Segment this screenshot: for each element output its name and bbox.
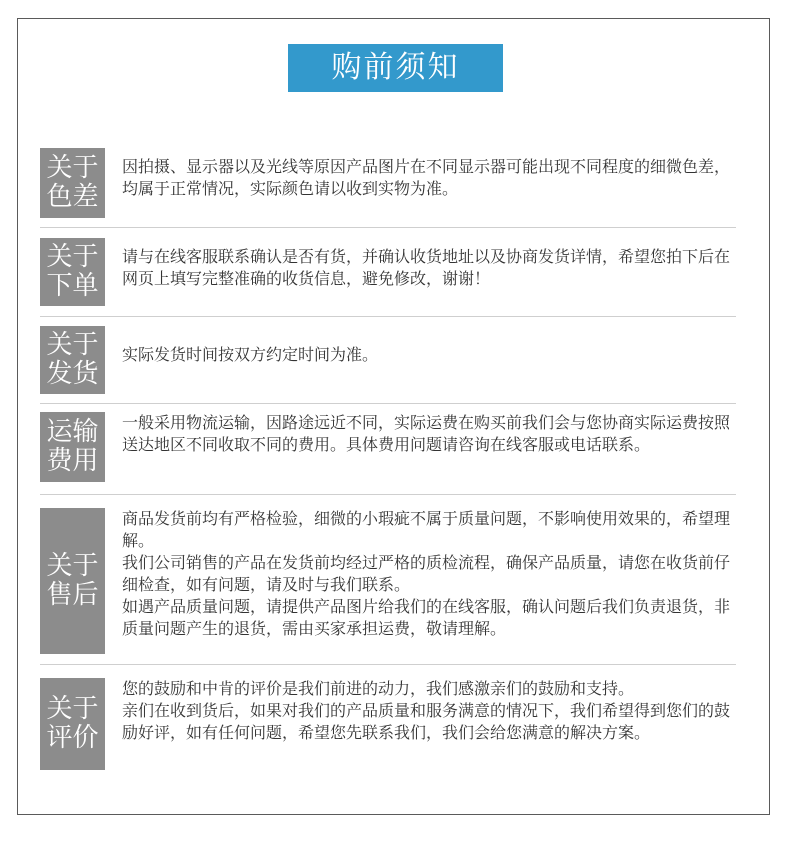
badge-line-1: 关于 <box>46 694 99 724</box>
section-badge <box>40 412 105 482</box>
section-text <box>122 344 736 366</box>
section-badge <box>40 508 105 654</box>
section-color-difference <box>40 148 736 220</box>
paragraph: 一般采用物流运输，因路途远近不同，实际运费在购买前我们会与您协商实际运费按照送达地区不同收取不同的费用。具体费用问题请咨询在线客服或电话联系。 <box>122 413 731 454</box>
section-divider <box>40 316 736 317</box>
paragraph: 因拍摄、显示器以及光线等原因产品图片在不同显示器可能出现不同程度的细微色差，均属于正常情况，实际颜色请以收到实物为准。 <box>122 157 731 198</box>
paragraph: 请与在线客服联系确认是否有货，并确认收货地址以及协商发货详情，希望您拍下后在网页上填写完整准确的收货信息，避免修改，谢谢！ <box>122 247 731 288</box>
paragraph: 我们公司销售的产品在发货前均经过严格的质检流程，确保产品质量，请您在收货前仔细检查，如有问题，请及时与我们联系。 <box>122 553 731 594</box>
badge-line-1: 运输 <box>46 417 99 447</box>
section-divider <box>40 494 736 495</box>
paragraph: 商品发货前均有严格检验，细微的小瑕疵不属于质量问题，不影响使用效果的，希望理解。 <box>122 509 731 550</box>
section-shipping <box>40 326 736 396</box>
section-badge <box>40 678 105 770</box>
badge-line-2: 色差 <box>46 182 99 212</box>
paragraph: 您的鼓励和中肯的评价是我们前进的动力，我们感激亲们的鼓励和支持。 <box>122 679 635 698</box>
badge-line-2: 评价 <box>46 723 99 753</box>
section-text <box>122 156 736 200</box>
badge-line-2: 下单 <box>46 271 99 301</box>
page-title: 购前须知 <box>288 44 503 92</box>
badge-line-1: 关于 <box>46 330 99 360</box>
paragraph: 如遇产品质量问题，请提供产品图片给我们的在线客服，确认问题后我们负责退货，非质量问题产生的退货，需由买家承担运费，敬请理解。 <box>122 597 731 638</box>
section-divider <box>40 403 736 404</box>
section-badge <box>40 238 105 306</box>
section-text <box>122 412 736 456</box>
paragraph: 实际发货时间按双方约定时间为准。 <box>122 345 379 364</box>
badge-line-1: 关于 <box>46 551 99 581</box>
section-badge <box>40 326 105 394</box>
badge-line-1: 关于 <box>46 242 99 272</box>
section-text <box>122 508 736 640</box>
paragraph: 亲们在收到货后，如果对我们的产品质量和服务满意的情况下，我们希望得到您们的鼓励好评，如有任何问题，希望您先联系我们，我们会给您满意的解决方案。 <box>122 701 731 742</box>
badge-line-2: 售后 <box>46 580 99 610</box>
section-badge <box>40 148 105 218</box>
section-text <box>122 678 736 744</box>
section-after-sales <box>40 504 736 656</box>
section-shipping-fee <box>40 412 736 486</box>
section-ordering <box>40 238 736 308</box>
badge-line-2: 费用 <box>46 446 99 476</box>
section-divider <box>40 227 736 228</box>
section-reviews <box>40 674 736 774</box>
section-text <box>122 246 736 290</box>
section-divider <box>40 664 736 665</box>
badge-line-2: 发货 <box>46 359 99 389</box>
badge-line-1: 关于 <box>46 153 99 183</box>
